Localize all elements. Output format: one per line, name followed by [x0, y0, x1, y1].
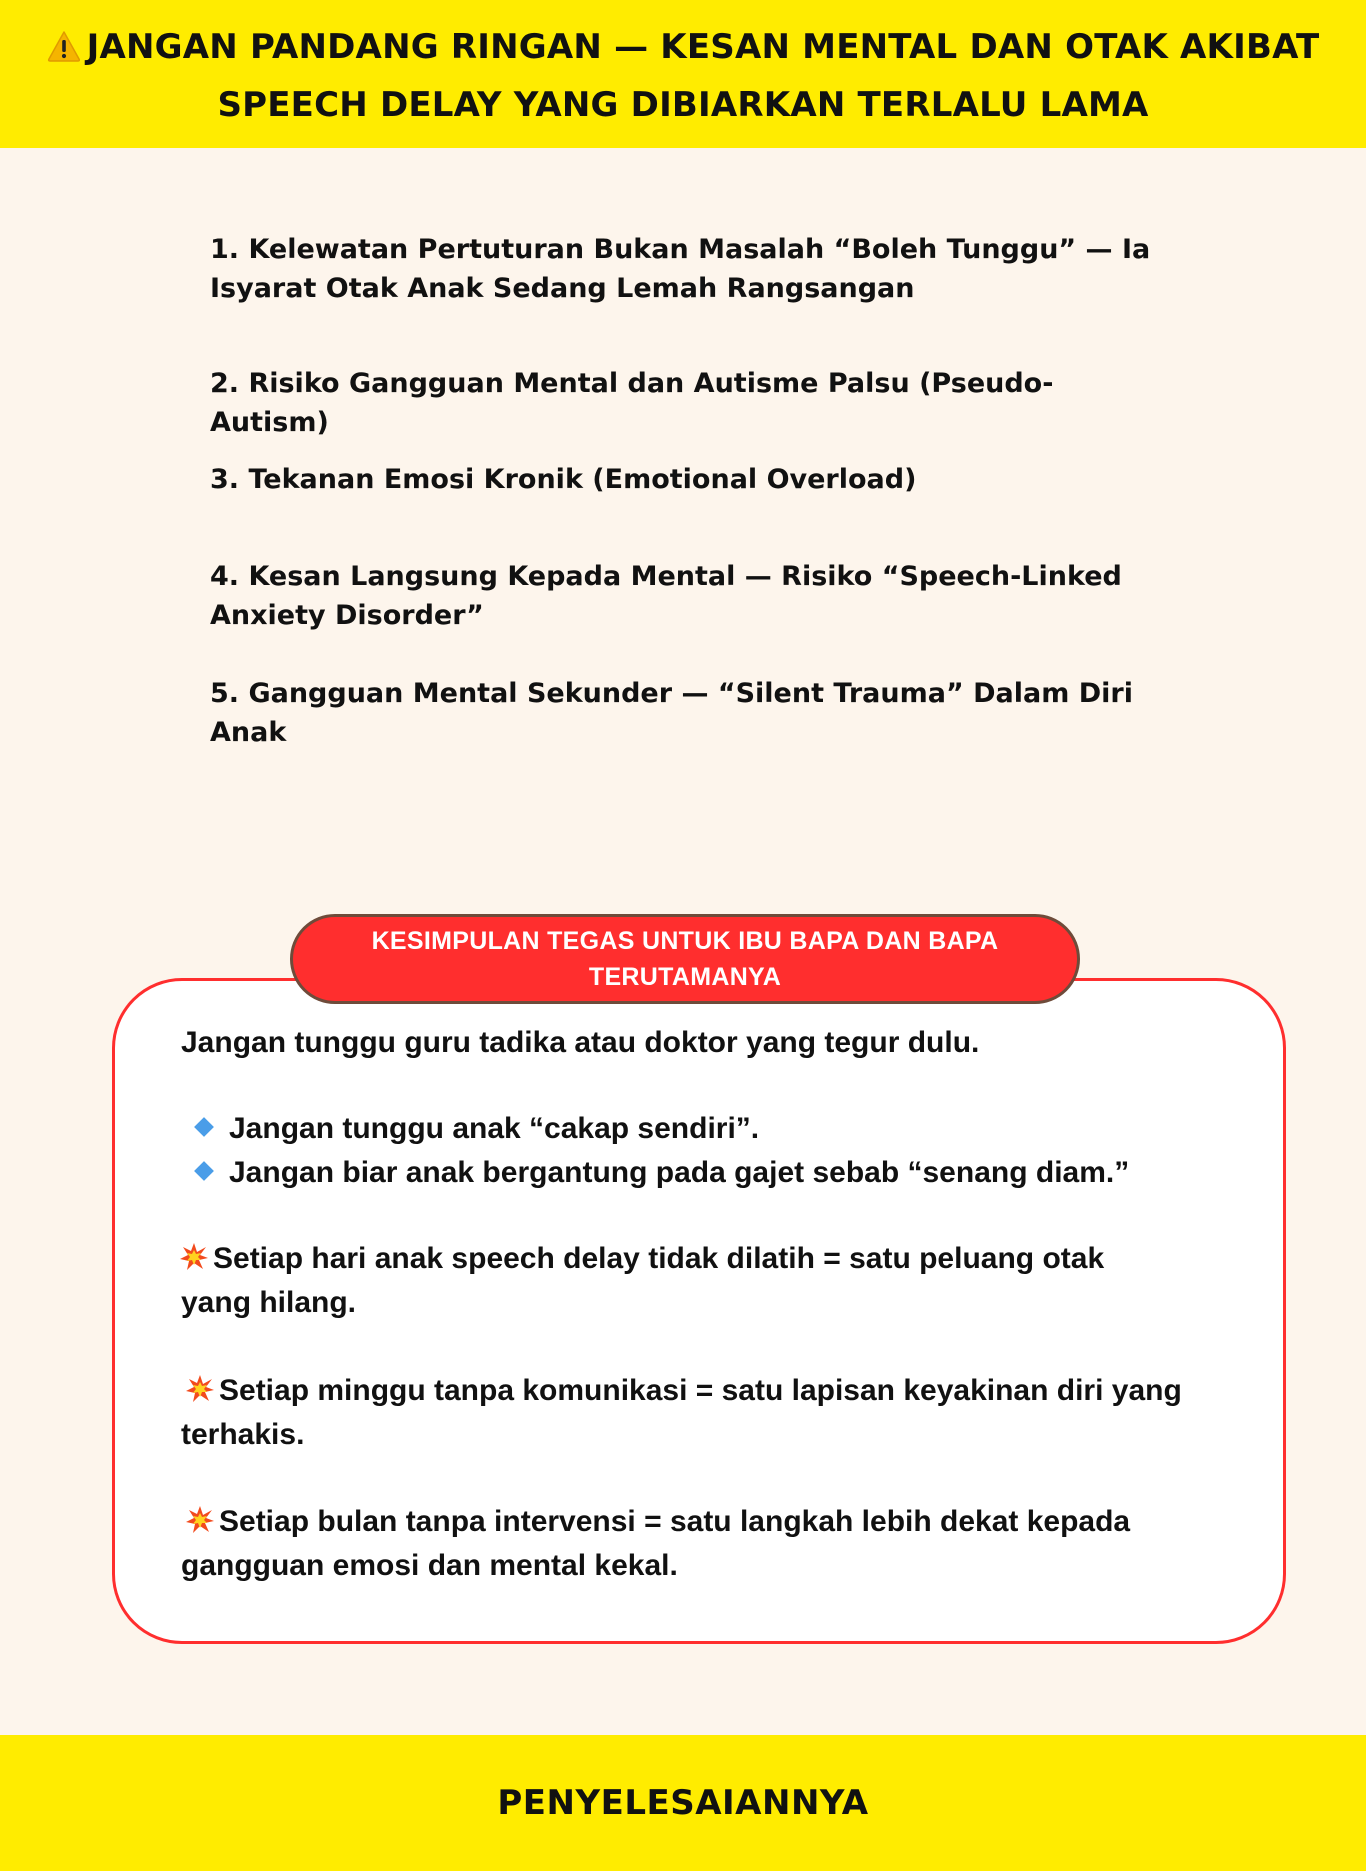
point-item: 3. Tekanan Emosi Kronik (Emotional Overload)	[210, 464, 917, 495]
statement-2: Setiap minggu tanpa komunikasi = satu lapisan keyakinan diri yang	[185, 1369, 1182, 1417]
point-item: 5. Gangguan Mental Sekunder — “Silent Trauma” Dalam Diri Anak	[210, 678, 1133, 748]
statement-3-continued: gangguan emosi dan mental kekal.	[181, 1549, 678, 1582]
statement-1-continued: yang hilang.	[181, 1286, 357, 1319]
page-title-line-2: SPEECH DELAY YANG DIBIARKAN TERLALU LAMA	[217, 85, 1149, 125]
badge-text-line-2: TERUTAMANYA	[588, 963, 782, 991]
header-banner	[0, 0, 1366, 148]
point-item: 2. Risiko Gangguan Mental dan Autisme Palsu (Pseudo-Autism)	[210, 368, 1054, 438]
statement-3: Setiap bulan tanpa intervensi = satu langkah lebih dekat kepada	[185, 1500, 1130, 1548]
bullet-item: Jangan biar anak bergantung pada gajet sebab “senang diam.”	[197, 1151, 1129, 1195]
conclusion-intro: Jangan tunggu guru tadika atau doktor yang tegur dulu.	[181, 1026, 980, 1059]
page-title-line-1: JANGAN PANDANG RINGAN — KESAN MENTAL DAN OTAK AKIBAT	[47, 20, 1320, 78]
collision-icon	[179, 1241, 209, 1285]
point-item: 1. Kelewatan Pertuturan Bukan Masalah “Boleh Tunggu” — Ia Isyarat Otak Anak Sedang Lemah Rangsangan	[210, 234, 1151, 304]
collision-icon	[185, 1373, 215, 1417]
point-item: 4. Kesan Langsung Kepada Mental — Risiko “Speech-Linked Anxiety Disorder”	[210, 561, 1122, 631]
bullet-item: Jangan tunggu anak “cakap sendiri”.	[197, 1107, 759, 1151]
conclusion-card	[112, 978, 1286, 1644]
badge-text-line-1: KESIMPULAN TEGAS UNTUK IBU BAPA DAN BAPA	[371, 927, 999, 955]
footer-banner	[0, 1735, 1366, 1871]
blue-diamond-icon	[194, 1161, 214, 1181]
statement-2-continued: terhakis.	[181, 1418, 305, 1451]
footer-title: PENYELESAIANNYA	[497, 1783, 869, 1823]
conclusion-badge	[290, 914, 1080, 1004]
warning-icon	[47, 24, 81, 78]
blue-diamond-icon	[194, 1117, 214, 1137]
statement-1: Setiap hari anak speech delay tidak dilatih = satu peluang otak	[179, 1237, 1104, 1285]
collision-icon	[185, 1504, 215, 1548]
